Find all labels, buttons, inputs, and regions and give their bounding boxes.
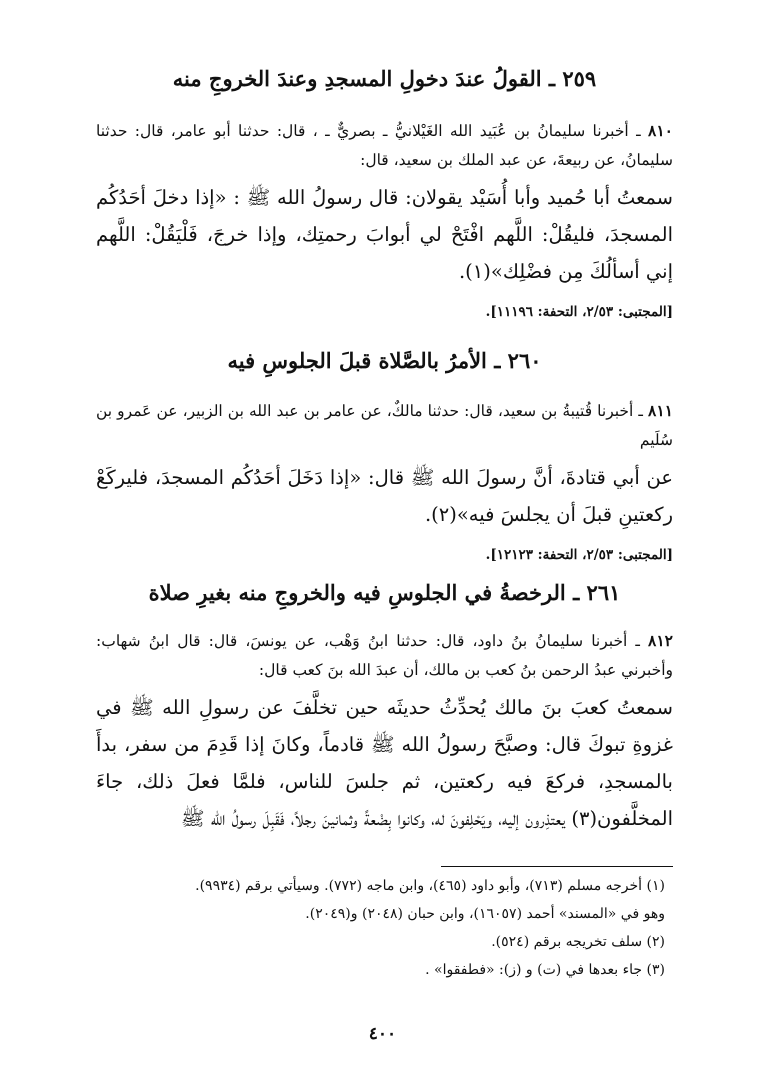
chapter-heading: ٢٥٩ ـ القولُ عندَ دخولِ المسجدِ وعندَ الخروجِ منه — [172, 66, 597, 91]
hadith-number: ٨١٠ — [648, 121, 674, 140]
hadith-matn: سمعتُ كعبَ بنَ مالك يُحدِّثُ حديثَه حين تخلَّفَ عن رسولِ الله ﷺ في غزوةِ تبوكَ قال: وصبَّحَ رسولُ الله ﷺ قادماً، وكانَ إذا قَدِمَ من سفر، بدأَ بالمسجدِ، فركعَ فيه ركعتين، ثم جلسَ للناس، فلمَّا فعلَ ذلك، جاءَ المخلَّفون(٣) يعتذِرون إليه، ويَحْلِفونَ له، وكانوا بِضْعةً وثمانينَ رجلاً، فَقَبِلَ رسولُ الله ﷺ — [96, 696, 673, 830]
chain-text: ـ أخبرنا قُتيبةُ بن سعيد، قال: حدثنا مالكٌ، عن عامر بن عبد الله بن الزبير، عن عَمرو بن سُلَيم — [96, 402, 673, 449]
isnad-chain — [96, 116, 673, 175]
chapter-heading: ٢٦١ ـ الرخصةُ في الجلوسِ فيه والخروجِ منه بغيرِ صلاة — [148, 580, 621, 605]
hadith-number: ٨١١ — [648, 401, 673, 420]
reference-note: [المجتبى: ٢/٥٣، التحفة: ١٢١٢٣]. — [485, 547, 673, 563]
footnote-2: (٢) سلف تخريجه برقم (٥٢٤). — [491, 934, 665, 950]
footnote-1: (١) أخرجه مسلم (٧١٣)، وأبو داود (٤٦٥)، وابن ماجه (٧٧٢). وسيأتي برقم (٩٩٣٤). — [195, 878, 665, 894]
footnote-1-continued: وهو في «المسند» أحمد (١٦٠٥٧)، وابن حبان (٢٠٤٨) و(٢٠٤٩). — [305, 906, 665, 922]
isnad-chain — [96, 396, 673, 455]
chain-text: ـ أخبرنا سليمانُ بن عُبَيد الله الغَيْلانيُّ ـ بصريٌّ ـ ، قال: حدثنا أبو عامر، قال: حدثنا سليمانُ، عن ربيعةَ، عن عبد الملك بن سعيد، قال: — [96, 122, 673, 169]
reference-note: [المجتبى: ٢/٥٣، التحفة: ١١١٩٦]. — [485, 304, 673, 320]
section-260 — [96, 344, 673, 567]
section-259 — [96, 62, 673, 324]
footnotes — [96, 872, 665, 984]
footnote-separator — [441, 866, 673, 867]
isnad-chain — [96, 626, 673, 685]
hadith-matn: سمعتُ أبا حُميد وأبا أُسَيْد يقولان: قال رسولُ الله ﷺ : «إذا دخلَ أحَدُكُم المسجدَ، فليقُلْ: اللَّهم افْتَحْ لي أبوابَ رحمتِك، وإذا خرجَ، فَلْيَقُلْ: اللَّهم إني أسألُكَ مِن فضْلِك»(١). — [96, 186, 673, 283]
section-261 — [96, 576, 673, 837]
chain-text: ـ أخبرنا سليمانُ بنُ داود، قال: حدثنا ابنُ وَهْب، عن يونسَ، قال: قال ابنُ شهاب: وأخبرني عبدُ الرحمن بنُ كعب بن مالك، أن عبدَ الله بنَ كعب قال: — [96, 632, 673, 679]
chapter-heading: ٢٦٠ ـ الأمرُ بالصَّلاة قبلَ الجلوسِ فيه — [227, 348, 542, 373]
hadith-number: ٨١٢ — [648, 631, 673, 650]
footnote-3: (٣) جاء بعدها في (ت) و (ز): «فطفقوا» . — [425, 962, 665, 978]
hadith-matn: عن أبي قتادةَ، أنَّ رسولَ الله ﷺ قال: «إذا دَخَلَ أحَدُكُم المسجدَ، فليركَعْ ركعتينِ قبلَ أن يجلسَ فيه»(٢). — [96, 466, 673, 526]
page-number: ٤٠٠ — [368, 1024, 397, 1044]
